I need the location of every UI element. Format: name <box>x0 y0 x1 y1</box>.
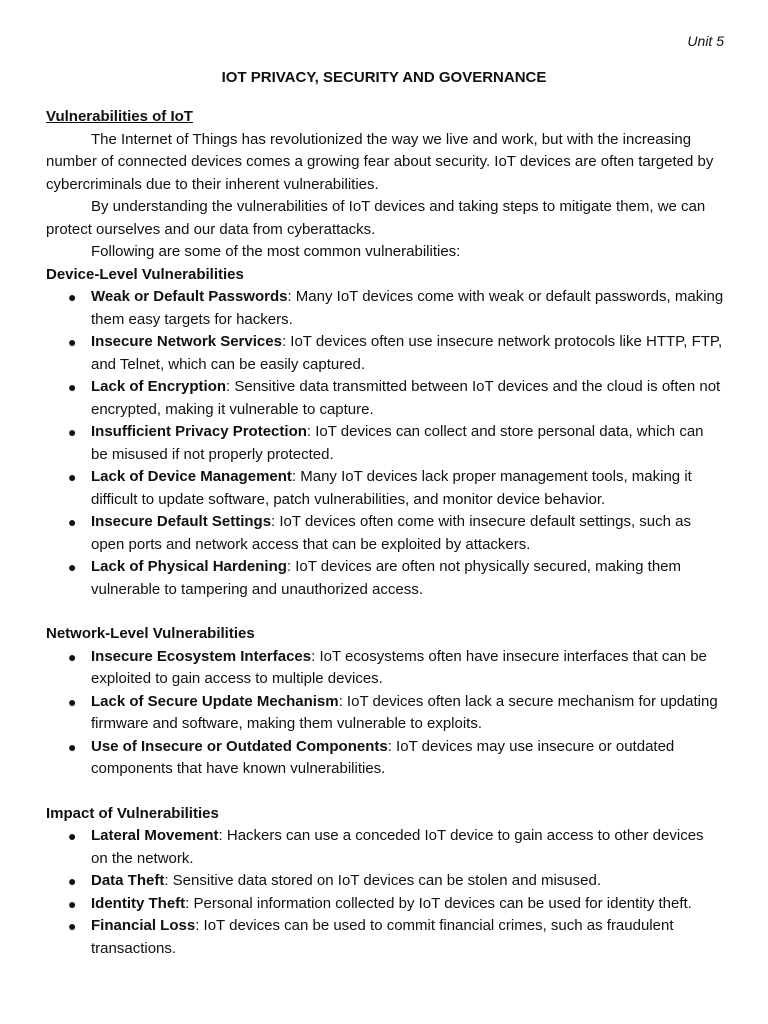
item-term: Identity Theft <box>91 894 186 912</box>
bullet-icon: ● <box>68 424 77 440</box>
item-term: Weak or Default Passwords <box>91 288 288 305</box>
list-item <box>68 870 724 893</box>
item-text: : Hackers can use a conceded IoT device to gain access to other devices on the network. <box>91 827 704 867</box>
intro-paragraph-3: Following are some of the most common vulnerabilities: <box>91 243 461 260</box>
bullet-icon: ● <box>68 514 77 530</box>
intro-heading: Vulnerabilities of IoT <box>46 108 193 125</box>
bullet-icon: ● <box>68 334 77 350</box>
unit-label: Unit 5 <box>687 33 724 49</box>
bullet-icon: ● <box>68 693 77 710</box>
list-item <box>68 286 724 331</box>
item-text: : Sensitive data stored on IoT devices can be stolen and misused. <box>164 872 601 889</box>
bullet-icon: ● <box>68 738 77 755</box>
bullet-icon: ● <box>68 469 77 485</box>
item-text: : Many IoT devices come with weak or default passwords, making them easy targets for hackers. <box>91 288 724 328</box>
item-text: : Personal information collected by IoT devices can be used for identity theft. <box>185 894 692 912</box>
list-item <box>68 825 724 870</box>
item-term: Insecure Ecosystem Interfaces <box>91 647 312 665</box>
list-item <box>68 421 724 466</box>
section-heading-device-level: Device-Level Vulnerabilities <box>46 265 244 283</box>
item-term: Insecure Network Services <box>91 333 282 350</box>
section-heading-network-level: Network-Level Vulnerabilities <box>46 625 255 642</box>
page-title: IOT PRIVACY, SECURITY AND GOVERNANCE <box>221 69 547 86</box>
item-term: Use of Insecure or Outdated Components <box>91 737 388 755</box>
list-item <box>68 511 724 556</box>
item-text: : IoT devices often use insecure network protocols like HTTP, FTP, and Telnet, which can be easily captured. <box>91 333 723 373</box>
bullet-icon: ● <box>68 648 77 665</box>
document-body <box>46 106 724 960</box>
item-term: Insecure Default Settings <box>91 513 272 530</box>
list-item <box>68 691 724 736</box>
bullet-icon: ● <box>68 379 77 395</box>
item-text: : IoT devices often come with insecure default settings, such as open ports and network access that can be exploited by attackers. <box>91 513 691 553</box>
list-item <box>68 376 724 421</box>
bullet-icon: ● <box>68 559 77 575</box>
bullet-icon: ● <box>68 828 77 844</box>
list-item <box>68 331 724 376</box>
device-level-list <box>46 286 724 601</box>
item-term: Financial Loss <box>91 917 196 934</box>
item-text: : IoT ecosystems often have insecure interfaces that can be exploited to gain access to multiple devices. <box>91 647 707 687</box>
list-item <box>68 466 724 511</box>
section-heading-impact: Impact of Vulnerabilities <box>46 804 219 822</box>
item-term: Lack of Physical Hardening <box>91 558 287 575</box>
item-term: Data Theft <box>91 872 165 889</box>
item-text: : Sensitive data transmitted between IoT devices and the cloud is often not encrypted, making it vulnerable to capture. <box>91 378 721 418</box>
intro-paragraph-1: The Internet of Things has revolutionized the way we live and work, but with the increasing number of connected devices comes a growing fear about security. IoT devices are often targeted by cybercriminals due to their inherent vulnerabilities. <box>46 130 714 193</box>
list-item <box>68 556 724 601</box>
bullet-icon: ● <box>68 289 77 305</box>
bullet-icon: ● <box>68 873 77 889</box>
item-text: : IoT devices can be used to commit financial crimes, such as fraudulent transactions. <box>91 917 674 957</box>
item-term: Lateral Movement <box>91 827 219 844</box>
item-term: Lack of Device Management <box>91 468 292 485</box>
item-term: Insufficient Privacy Protection <box>91 423 307 440</box>
intro-paragraph-2: By understanding the vulnerabilities of IoT devices and taking steps to mitigate them, we can protect ourselves and our data from cyberattacks. <box>46 198 706 238</box>
list-item <box>68 646 724 691</box>
list-item <box>68 915 724 960</box>
bullet-icon: ● <box>68 895 77 912</box>
list-item <box>68 893 724 916</box>
impact-list <box>46 825 724 960</box>
item-term: Lack of Secure Update Mechanism <box>91 692 339 710</box>
item-term: Lack of Encryption <box>91 378 227 395</box>
list-item <box>68 736 724 781</box>
item-text: : IoT devices often lack a secure mechanism for updating firmware and software, making them vulnerable to exploits. <box>91 692 718 732</box>
network-level-list <box>46 646 724 781</box>
item-text: : IoT devices may use insecure or outdated components that have known vulnerabilities. <box>91 737 675 777</box>
bullet-icon: ● <box>68 918 77 934</box>
item-text: : Many IoT devices lack proper management tools, making it difficult to update software, patch vulnerabilities, and monitor device behavior. <box>91 468 692 508</box>
item-text: : IoT devices are often not physically secured, making them vulnerable to tampering and unauthorized access. <box>91 558 681 598</box>
item-text: : IoT devices can collect and store personal data, which can be misused if not properly protected. <box>91 423 704 463</box>
